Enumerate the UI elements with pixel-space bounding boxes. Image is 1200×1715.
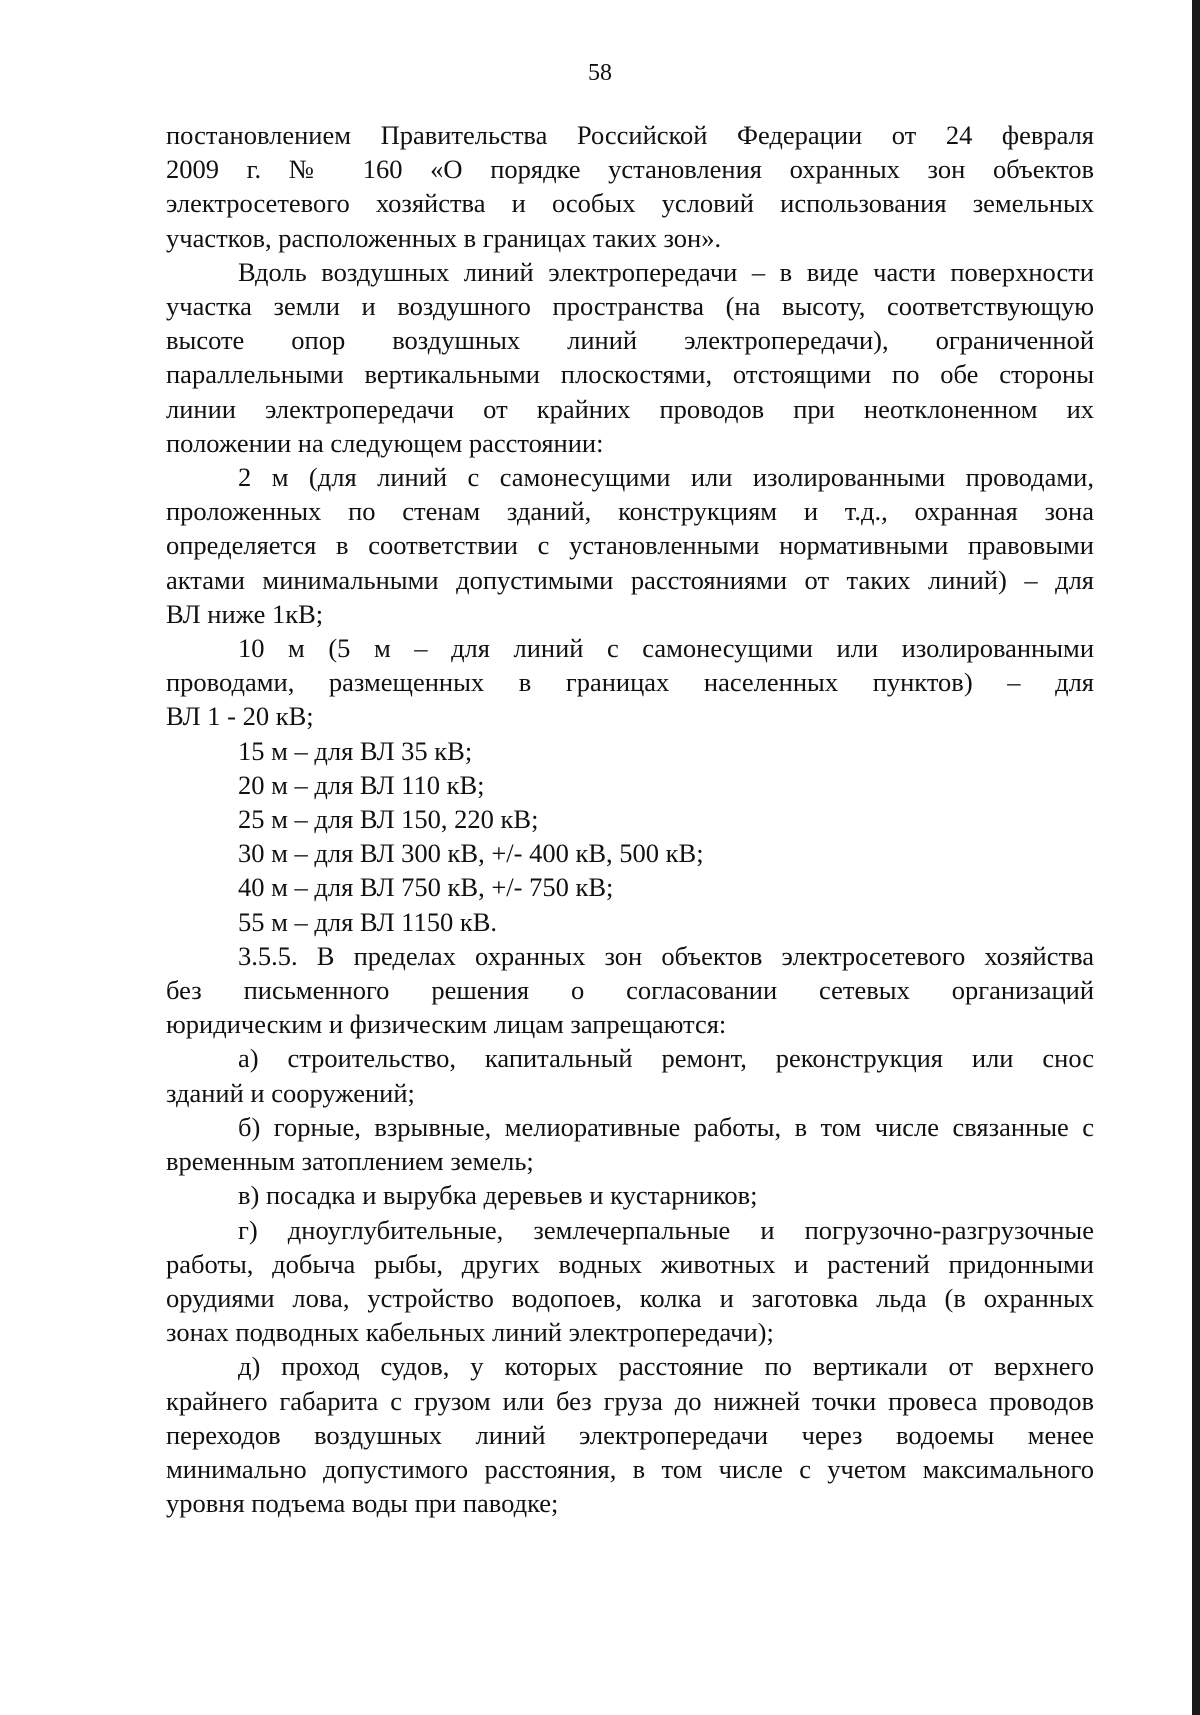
text-line: а) строительство, капитальный ремонт, реконструкция или снос [238,1043,1094,1074]
text-line: 40 м – для ВЛ 750 кВ, +/- 750 кВ; [238,872,614,903]
text-line: в) посадка и вырубка деревьев и кустарников; [238,1180,758,1211]
text-line: крайнего габарита с грузом или без груза до нижней точки провеса проводов [166,1385,1094,1416]
text-line: ВЛ 1 - 20 кВ; [166,701,314,732]
body-text [166,118,1094,1520]
text-line: д) проход судов, у которых расстояние по вертикали от верхнего [238,1351,1094,1382]
text-line: электросетевого хозяйства и особых условий использования земельных [166,188,1094,219]
text-line: б) горные, взрывные, мелиоративные работы, в том числе связанные с [238,1111,1094,1142]
text-line: работы, добыча рыбы, других водных животных и растений придонными [166,1248,1094,1279]
text-line: актами минимальными допустимыми расстояниями от таких линий) – для [166,564,1094,595]
text-line: 30 м – для ВЛ 300 кВ, +/- 400 кВ, 500 кВ; [238,838,704,869]
text-line: временным затоплением земель; [166,1146,534,1177]
text-line: постановлением Правительства Российской Федерации от 24 февраля [166,120,1094,150]
text-line: 20 м – для ВЛ 110 кВ; [238,769,485,800]
scan-edge-shadow [1192,0,1200,1715]
text-line: ВЛ ниже 1кВ; [166,598,324,629]
text-line: линии электропередачи от крайних проводов при неотклоненном их [166,393,1094,424]
text-line: уровня подъема воды при паводке; [166,1488,559,1519]
text-line: 10 м (5 м – для линий с самонесущими или изолированными [238,633,1094,664]
text-line: 15 м – для ВЛ 35 кВ; [238,735,473,766]
text-line: 3.5.5. В пределах охранных зон объектов электросетевого хозяйства [238,940,1094,971]
text-line: проложенных по стенам зданий, конструкциям и т.д., охранная зона [166,496,1094,527]
page-number: 58 [588,60,612,86]
text-line: переходов воздушных линий электропередачи через водоемы менее [166,1419,1094,1450]
text-line: определяется в соответствии с установленными нормативными правовыми [166,530,1094,561]
text-line: без письменного решения о согласовании сетевых организаций [166,975,1094,1006]
text-line: проводами, размещенных в границах населенных пунктов) – для [166,667,1094,698]
text-line: высоте опор воздушных линий электропередачи), ограниченной [166,325,1094,356]
text-line: минимально допустимого расстояния, в том числе с учетом максимального [166,1453,1094,1484]
text-line: участка земли и воздушного пространства (на высоту, соответствующую [166,291,1094,322]
text-line: 2 м (для линий с самонесущими или изолированными проводами, [238,462,1094,493]
text-line: зонах подводных кабельных линий электропередачи); [166,1317,774,1348]
text-line: орудиями лова, устройство водопоев, колка и заготовка льда (в охранных [166,1282,1094,1313]
text-line: г) дноуглубительные, землечерпальные и погрузочно-разгрузочные [238,1214,1094,1245]
text-line: параллельными вертикальными плоскостями, отстоящими по обе стороны [166,359,1094,390]
text-line: зданий и сооружений; [166,1077,415,1108]
text-line: юридическим и физическим лицам запрещаются: [166,1009,727,1040]
text-line: 25 м – для ВЛ 150, 220 кВ; [238,804,539,835]
text-line: 2009 г. № 160 «О порядке установления охранных зон объектов [166,154,1094,185]
text-line: положении на следующем расстоянии: [166,427,604,458]
text-line: 55 м – для ВЛ 1150 кВ. [238,906,497,937]
text-line: Вдоль воздушных линий электропередачи – в виде части поверхности [238,256,1094,287]
text-line: участков, расположенных в границах таких зон». [166,222,722,253]
